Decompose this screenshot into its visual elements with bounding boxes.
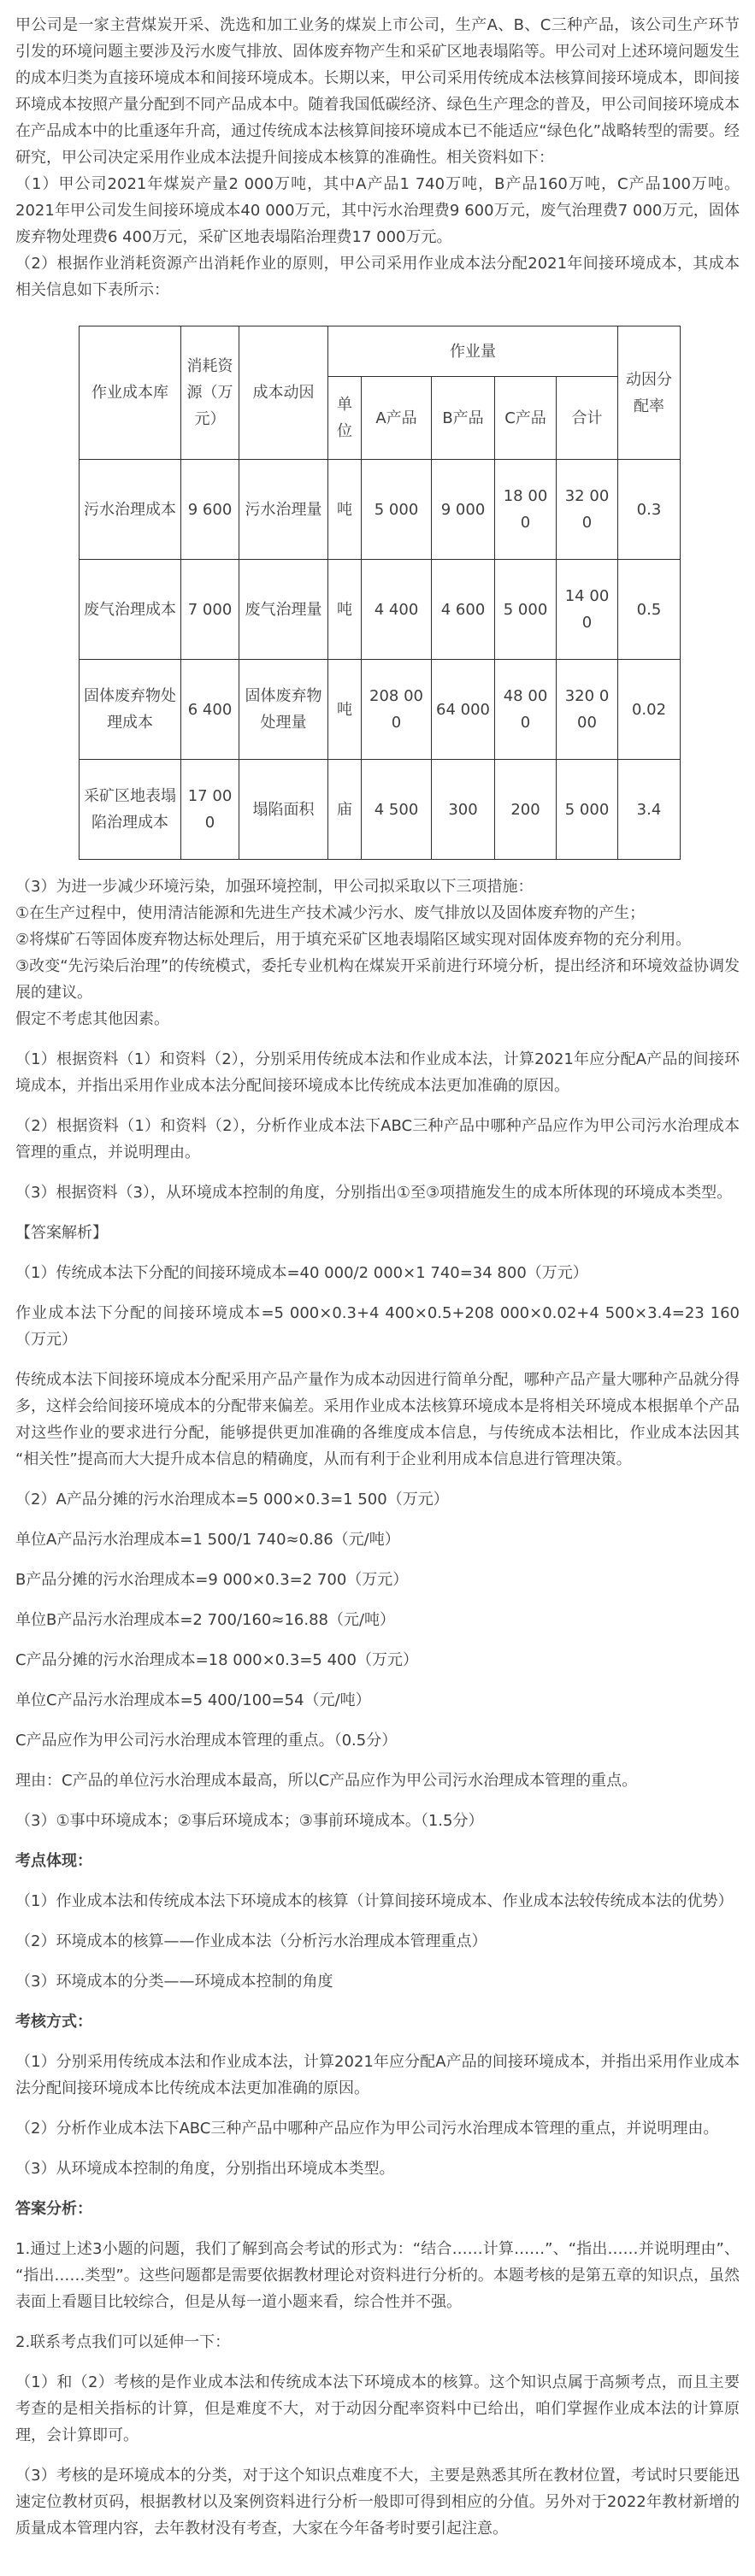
cell-driver: 塌陷面积 xyxy=(239,760,328,860)
intro-paragraph-2: （1）甲公司2021年煤炭产量2 000万吨，其中A产品1 740万吨，B产品160万吨，C产品100万吨。2021年甲公司发生间接环境成本40 000万元，其中污水治理费9 600万元，废气治理费7 000万元，固体废弃物处理费6 400万元，采矿区地表塌陷治理费17 000万元。 xyxy=(15,175,740,246)
cell-driver: 固体废弃物处理量 xyxy=(239,660,328,760)
cell-resource: 6 400 xyxy=(181,660,239,760)
measure-item-1: ①在生产过程中，使用清洁能源和先进生产技术减少污水、废气排放以及固体废弃物的产生； xyxy=(15,904,646,922)
measure-item-2: ②将煤矿石等固体废弃物达标处理后，用于填充采矿区地表塌陷区域实现对固体废弃物的充分利用。 xyxy=(15,931,692,949)
header-product-c: C产品 xyxy=(495,377,557,460)
cell-a: 208 000 xyxy=(362,660,432,760)
answer-line-11: 理由：C产品的单位污水治理成本最高，所以C产品应作为甲公司污水治理成本管理的重点。 xyxy=(15,1772,638,1790)
answer-line-3: 传统成本法下间接环境成本分配采用产品产量作为成本动因进行简单分配，哪种产品产量大哪种产品就分得多，这样会给间接环境成本的分配带来偏差。采用作业成本法核算环境成本是将相关环境成本根据单个产品对这些作业的要求进行分配，能够提供更加准确的各维度成本信息，与传统成本法相比，作业成本法因其“相关性”提高而大大提升成本信息的精确度，从而有利于企业利用成本信息进行管理决策。 xyxy=(15,1371,740,1468)
cell-unit: 吨 xyxy=(328,560,362,660)
cell-rate: 0.3 xyxy=(618,460,681,560)
assessment-method-3: （3）从环境成本控制的角度，分别指出环境成本类型。 xyxy=(15,2160,395,2178)
cell-driver: 污水治理量 xyxy=(239,460,328,560)
header-product-b: B产品 xyxy=(432,377,495,460)
assumption-note: 假定不考虑其他因素。 xyxy=(15,1010,169,1028)
cell-b: 64 000 xyxy=(432,660,495,760)
analysis-paragraph-1: 1.通过上述3小题的问题，我们了解到高会考试的形式为：“结合……计算……”、“指出……并说明理由”、“指出……类型”。这些问题都是需要依据教材理论对资料进行分析的。本题考核的是第五章的知识点，虽然表面上看题目比较综合，但是从每一道小题来看，综合性并不强。 xyxy=(15,2240,740,2311)
cell-unit: 吨 xyxy=(328,660,362,760)
answer-section-title: 【答案解析】 xyxy=(15,1224,108,1242)
cell-rate: 3.4 xyxy=(618,760,681,860)
key-points-title: 考点体现： xyxy=(15,1852,92,1870)
header-total: 合计 xyxy=(557,377,618,460)
cell-resource: 17 000 xyxy=(181,760,239,860)
cell-pool: 污水治理成本 xyxy=(80,460,181,560)
cell-a: 4 500 xyxy=(362,760,432,860)
answer-line-8: C产品分摊的污水治理成本=18 000×0.3=5 400（万元） xyxy=(15,1651,418,1669)
question-1: （1）根据资料（1）和资料（2），分别采用传统成本法和作业成本法，计算2021年应分配A产品的间接环境成本，并指出采用作业成本法分配间接环境成本比传统成本法更加准确的原因。 xyxy=(15,1050,740,1095)
table-row-solid-waste xyxy=(80,660,681,760)
intro-paragraph-3: （2）根据作业消耗资源产出消耗作业的原则，甲公司采用作业成本法分配2021年间接环境成本，其成本相关信息如下表所示： xyxy=(15,255,740,299)
cell-resource: 9 600 xyxy=(181,460,239,560)
table-row-subsidence xyxy=(80,760,681,860)
assessment-method-2: （2）分析作业成本法下ABC三种产品中哪种产品应作为甲公司污水治理成本管理的重点，并说明理由。 xyxy=(15,2120,719,2138)
cell-resource: 7 000 xyxy=(181,560,239,660)
cell-c: 18 000 xyxy=(495,460,557,560)
assessment-method-1: （1）分别采用传统成本法和作业成本法，计算2021年应分配A产品的间接环境成本，并指出采用作业成本法分配间接环境成本比传统成本法更加准确的原因。 xyxy=(15,2053,740,2097)
answer-line-4: （2）A产品分摊的污水治理成本=5 000×0.3=1 500（万元） xyxy=(15,1491,449,1509)
answer-line-12: （3）①事中环境成本；②事后环境成本；③事前环境成本。（1.5分） xyxy=(15,1812,484,1830)
answer-line-7: 单位B产品污水治理成本=2 700/160≈16.88（元/吨） xyxy=(15,1611,396,1629)
cell-total: 5 000 xyxy=(557,760,618,860)
cell-driver: 废气治理量 xyxy=(239,560,328,660)
table-row-waste-gas xyxy=(80,560,681,660)
question-3: （3）根据资料（3），从环境成本控制的角度，分别指出①至③项措施发生的成本所体现的环境成本类型。 xyxy=(15,1184,733,1202)
cell-c: 200 xyxy=(495,760,557,860)
analysis-paragraph-3: （1）和（2）考核的是作业成本法和传统成本法下环境成本的核算。这个知识点属于高频考点，而且主要考查的是相关指标的计算，但是难度不大，对于动因分配率资料中已给出，咱们掌握作业成本法的计算原理，会计算即可。 xyxy=(15,2373,740,2444)
cell-unit: 吨 xyxy=(328,460,362,560)
measure-item-3: ③改变“先污染后治理”的传统模式，委托专业机构在煤炭开采前进行环境分析，提出经济和环境效益协调发展的建议。 xyxy=(15,957,740,1002)
answer-line-10: C产品应作为甲公司污水治理成本管理的重点。（0.5分） xyxy=(15,1732,398,1750)
activity-cost-table xyxy=(79,326,681,860)
answer-line-6: B产品分摊的污水治理成本=9 000×0.3=2 700（万元） xyxy=(15,1571,409,1589)
answer-line-1: （1）传统成本法下分配的间接环境成本=40 000/2 000×1 740=34 800（万元） xyxy=(15,1264,588,1282)
key-point-2: （2）环境成本的核算——作业成本法（分析污水治理成本管理重点） xyxy=(15,1932,487,1950)
cell-rate: 0.5 xyxy=(618,560,681,660)
cell-b: 4 600 xyxy=(432,560,495,660)
measures-intro: （3）为进一步减少环境污染，加强环境控制，甲公司拟采取以下三项措施： xyxy=(15,878,534,896)
answer-line-5: 单位A产品污水治理成本=1 500/1 740≈0.86（元/吨） xyxy=(15,1531,400,1549)
cell-a: 5 000 xyxy=(362,460,432,560)
question-2: （2）根据资料（1）和资料（2），分析作业成本法下ABC三种产品中哪种产品应作为甲公司污水治理成本管理的重点，并说明理由。 xyxy=(15,1117,740,1162)
header-unit: 单位 xyxy=(328,377,362,460)
answer-line-2: 作业成本法下分配的间接环境成本=5 000×0.3+4 400×0.5+208 000×0.02+4 500×3.4=23 160（万元） xyxy=(15,1304,740,1349)
cell-rate: 0.02 xyxy=(618,660,681,760)
cell-pool: 采矿区地表塌陷治理成本 xyxy=(80,760,181,860)
cell-total: 320 000 xyxy=(557,660,618,760)
cell-unit: 庙 xyxy=(328,760,362,860)
analysis-paragraph-4: （3）考核的是环境成本的分类，对于这个知识点难度不大，主要是熟悉其所在教材位置，考试时只要能迅速定位教材页码，根据教材以及案例资料进行分析一般即可得到相应的分值。另外对于2022年教材新增的质量成本管理内容，去年教材没有考查，大家在今年备考时要引起注意。 xyxy=(15,2467,740,2538)
answer-line-9: 单位C产品污水治理成本=5 400/100=54（元/吨） xyxy=(15,1691,371,1709)
cell-b: 300 xyxy=(432,760,495,860)
header-resource: 消耗资源（万元） xyxy=(181,326,239,460)
key-point-1: （1）作业成本法和传统成本法下环境成本的核算（计算间接环境成本、作业成本法较传统成本法的优势） xyxy=(15,1892,734,1910)
header-driver-rate: 动因分配率 xyxy=(618,326,681,460)
header-activity-volume: 作业量 xyxy=(328,326,618,377)
cell-c: 5 000 xyxy=(495,560,557,660)
analysis-paragraph-2: 2.联系考点我们可以延伸一下： xyxy=(15,2333,231,2351)
cell-total: 32 000 xyxy=(557,460,618,560)
answer-analysis-title: 答案分析： xyxy=(15,2200,92,2218)
key-point-3: （3）环境成本的分类——环境成本控制的角度 xyxy=(15,1973,333,1991)
intro-paragraph-1: 甲公司是一家主营煤炭开采、洗选和加工业务的煤炭上市公司，生产A、B、C三种产品，该公司生产环节引发的环境问题主要涉及污水废气排放、固体废弃物产生和采矿区地表塌陷等。甲公司对上述环境问题发生的成本归类为直接环境成本和间接环境成本。长期以来，甲公司采用传统成本法核算间接环境成本，即间接环境成本按照产量分配到不同产品成本中。随着我国低碳经济、绿色生产理念的普及，甲公司间接环境成本在产品成本中的比重逐年升高，通过传统成本法核算间接环境成本已不能适应“绿色化”战略转型的需要。经研究，甲公司决定采用作业成本法提升间接成本核算的准确性。相关资料如下： xyxy=(15,16,740,167)
header-cost-driver: 成本动因 xyxy=(239,326,328,460)
cell-b: 9 000 xyxy=(432,460,495,560)
table-row-sewage xyxy=(80,460,681,560)
header-cost-pool: 作业成本库 xyxy=(80,326,181,460)
cell-total: 14 000 xyxy=(557,560,618,660)
cell-pool: 固体废弃物处理成本 xyxy=(80,660,181,760)
assessment-method-title: 考核方式： xyxy=(15,2013,92,2031)
cell-a: 4 400 xyxy=(362,560,432,660)
cell-c: 48 000 xyxy=(495,660,557,760)
cell-pool: 废气治理成本 xyxy=(80,560,181,660)
header-product-a: A产品 xyxy=(362,377,432,460)
